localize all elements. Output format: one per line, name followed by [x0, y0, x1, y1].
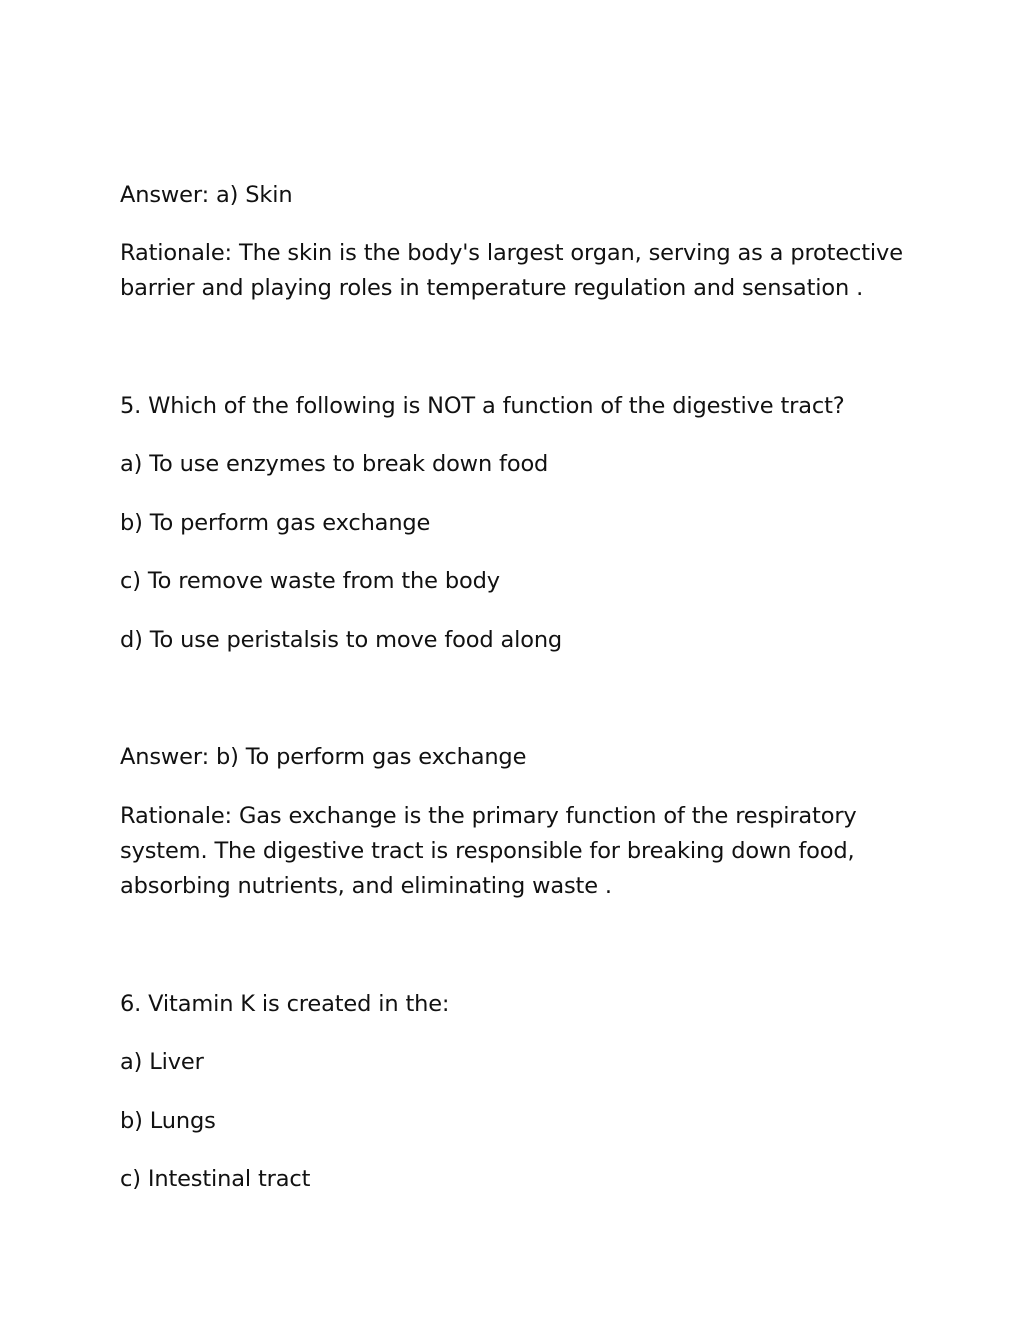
question-6-option-a: a) Liver [120, 1049, 204, 1075]
rationale-q4 [120, 236, 910, 306]
question-6-option-b: b) Lungs [120, 1108, 216, 1134]
rationale-q5-line-2: system. The digestive tract is responsible for breaking down food, [120, 838, 855, 864]
question-5-option-b: b) To perform gas exchange [120, 510, 431, 536]
answer-q4: Answer: a) Skin [120, 182, 293, 208]
question-5-stem: 5. Which of the following is NOT a function of the digestive tract? [120, 393, 845, 419]
question-5-option-c: c) To remove waste from the body [120, 568, 500, 594]
question-6-option-c: c) Intestinal tract [120, 1166, 311, 1192]
rationale-q5-line-1: Rationale: Gas exchange is the primary function of the respiratory [120, 803, 857, 829]
answer-q5: Answer: b) To perform gas exchange [120, 744, 527, 770]
question-5-option-a: a) To use enzymes to break down food [120, 451, 549, 477]
question-5-option-d: d) To use peristalsis to move food along [120, 627, 563, 653]
rationale-q5 [120, 799, 910, 904]
rationale-q4-line-1: Rationale: The skin is the body's largest organ, serving as a protective [120, 240, 903, 266]
rationale-q5-line-3: absorbing nutrients, and eliminating waste . [120, 873, 612, 899]
rationale-q4-line-2: barrier and playing roles in temperature regulation and sensation . [120, 275, 864, 301]
question-6-stem: 6. Vitamin K is created in the: [120, 991, 450, 1017]
